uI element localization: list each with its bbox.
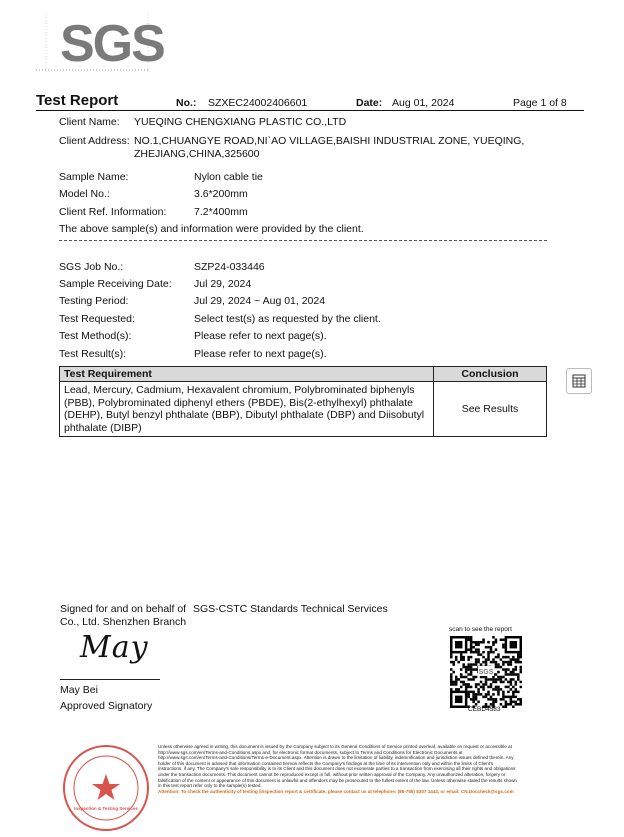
signed-on-behalf-line2: Co., Ltd. Shenzhen Branch [60,616,187,628]
model-no-label: Model No.: [59,188,110,200]
report-no-label: No.: [176,97,197,109]
receiving-date-label: Sample Receiving Date: [59,278,172,290]
sgs-logo [36,14,164,73]
report-date-label: Date: [356,97,383,109]
sample-name-value: Nylon cable tie [194,171,263,183]
test-method-label: Test Method(s): [59,330,132,342]
client-name-label: Client Name: [59,116,120,128]
test-result-label: Test Result(s): [59,348,127,360]
table-header-row [60,367,547,382]
logo-text: SGS [60,15,164,73]
page-info: Page 1 of 8 [513,97,567,109]
report-title: Test Report [36,92,119,109]
client-address-line2: ZHEJIANG,CHINA,325600 [134,148,260,160]
test-requested-label: Test Requested: [59,313,135,325]
conclusion-cell: See Results [434,382,547,437]
test-requirement-table [59,366,547,437]
qr-caption-bottom: CEBD4583 [468,706,501,713]
testing-period-label: Testing Period: [59,295,129,307]
requirement-cell [60,382,434,437]
testing-period-value: Jul 29, 2024 ~ Aug 01, 2024 [194,295,326,307]
requirement-line: (PBB), Polybrominated diphenyl ethers (PBDE), Bis(2-ethylhexyl) phthalate [64,396,413,409]
table-row [60,382,547,437]
requirement-line: (DEHP), Butyl benzyl phthalate (BBP), Dibutyl phthalate (DBP) and Diisobutyl [64,409,425,421]
qr-caption-top: scan to see the report [449,626,512,633]
footer-disclaimer [158,744,518,794]
report-no-value: SZXEC24002406601 [208,97,308,109]
signature-line [60,679,160,680]
qr-code[interactable] [450,636,522,708]
test-method-value: Please refer to next page(s). [194,330,327,342]
svg-text:SGS: SGS [478,669,494,676]
client-ref-label: Client Ref. Information: [59,206,167,218]
col-test-requirement: Test Requirement [60,367,434,382]
client-ref-value: 7.2*400mm [194,206,248,218]
test-result-value: Please refer to next page(s). [194,348,327,360]
dashed-divider [59,240,547,241]
sample-name-label: Sample Name: [59,171,129,183]
signed-on-behalf-line1: Signed for and on behalf of [60,603,187,615]
client-address-line1: NO.1,CHUANGYE ROAD,NI`AO VILLAGE,BAISHI INDUSTRIAL ZONE, YUEQING, [134,135,525,147]
provided-note: The above sample(s) and information were provided by the client. [59,223,364,235]
client-address-label: Client Address: [59,135,130,147]
report-date-value: Aug 01, 2024 [392,97,455,109]
footer-disclaimer-text: Unless otherwise agreed in writing, this document is issued by the Company subject to its General Conditions of Service printed overleaf, available on request or accessible at http://www.sgs.com/en/Terms-and-Conditions.aspx and, for electronic format documents, subject to Terms and Conditions for Electronic Documents at http://www.sgs.com/en/Terms-and-Conditions/Terms-e-Document.aspx. Attention is drawn to the limitation of liability, indemnification and jurisdiction issues defined therein. Any holder of this document is advised that information contained hereon reflects the Company's findings at the time of its intervention only and within the limits of Client's instructions, if any. The Company's sole responsibility is to its Client and this document does not exonerate parties to a transaction from exercising all their rights and obligations under the transaction documents. This document cannot be reproduced except in full, without prior written approval of the Company. Any unauthorized alteration, forgery or falsification of the content or appearance of this document is unlawful and offenders may be prosecuted to the fullest extent of the law. Unless otherwise stated the results shown in this test report refer only to the sample(s) tested. [158,744,517,789]
signed-company: SGS-CSTC Standards Technical Services [193,603,388,615]
col-conclusion: Conclusion [434,367,547,382]
table-extract-icon[interactable] [566,368,592,394]
requirement-line: phthalate (DIBP) [64,421,142,434]
footer-attention: Attention: To check the authenticity of testing /inspection report & certificate, please contact us at telephone: (86-755) 8307 1443, or email: CN.Doccheck@sgs.com [158,788,514,794]
job-no-label: SGS Job No.: [59,261,124,273]
stamp-text: Inspection & Testing Services [74,806,138,811]
receiving-date-value: Jul 29, 2024 [194,278,252,290]
model-no-value: 3.6*200mm [194,188,248,200]
requirement-line: Lead, Mercury, Cadmium, Hexavalent chromium, Polybrominated biphenyls [64,384,415,396]
signer-title: Approved Signatory [60,700,153,712]
inspection-stamp [62,744,150,832]
test-requested-value: Select test(s) as requested by the client. [194,313,381,325]
signer-name: May Bei [60,684,98,696]
handwritten-signature: May [80,630,149,665]
header-rule [36,110,584,111]
job-no-value: SZP24-033446 [194,261,265,273]
client-name-value: YUEQING CHENGXIANG PLASTIC CO.,LTD [134,116,347,128]
